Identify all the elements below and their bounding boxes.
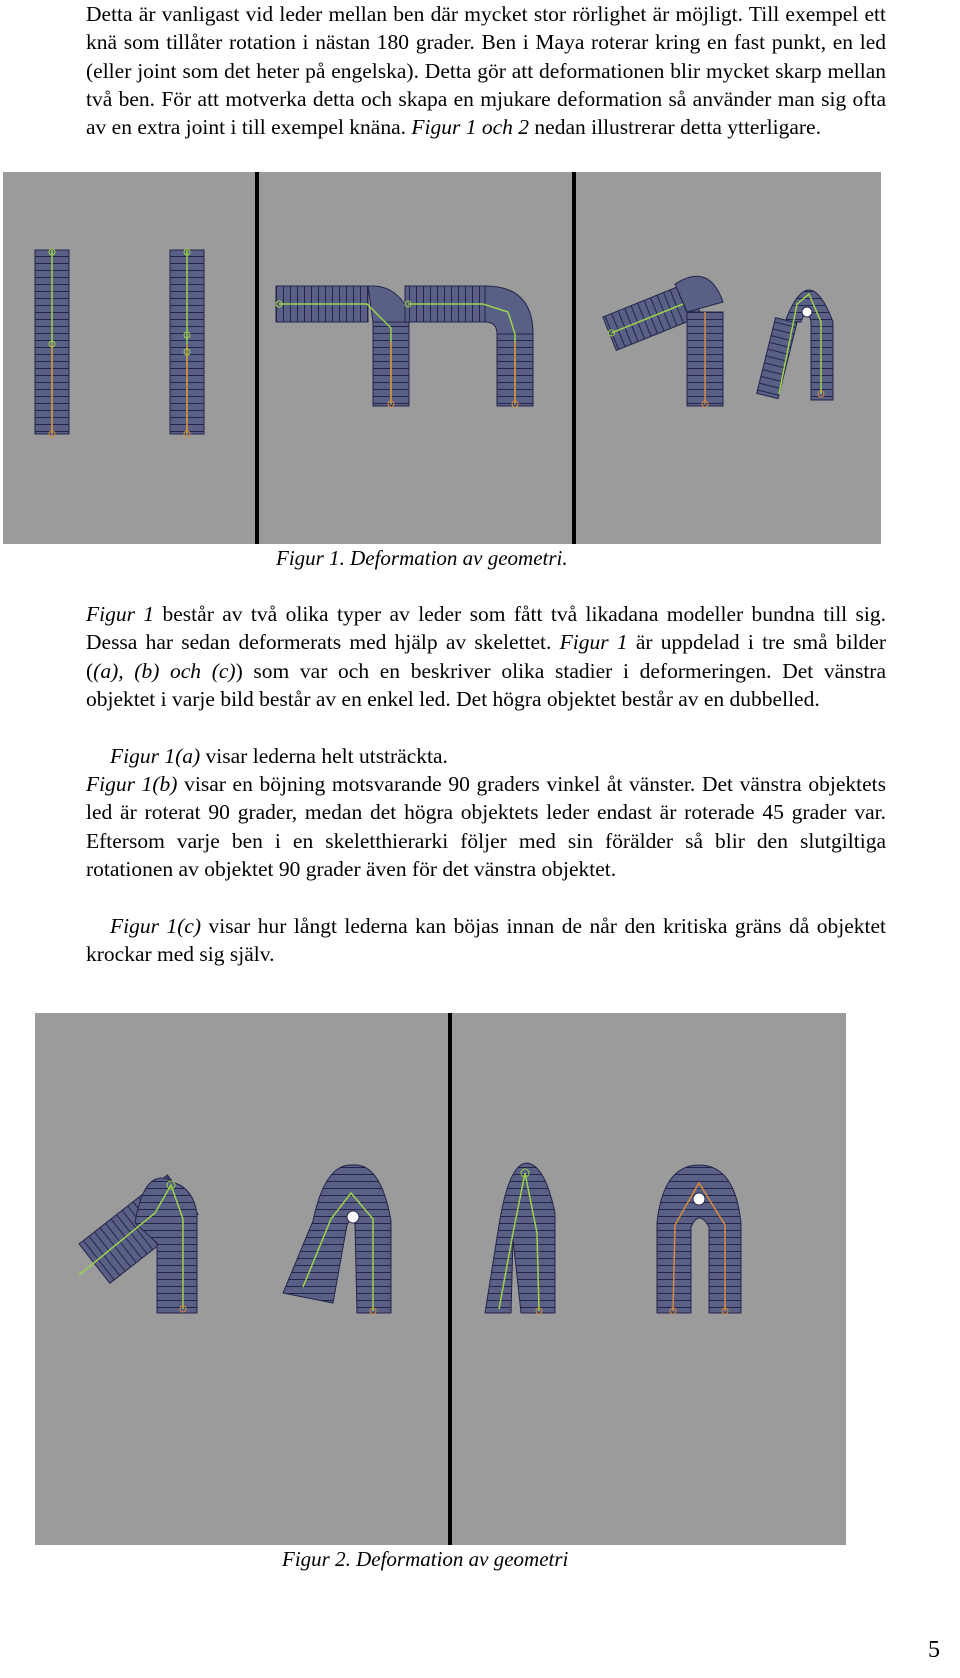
figure-1-caption: Figur 1. Deformation av geometri.	[276, 546, 568, 570]
body-text: visar hur långt lederna kan böjas innan de når den kritiska gräns då objektet krockar med sig själv.	[86, 914, 886, 967]
figure-reference: Figur 1	[559, 630, 628, 655]
figure-reference: Figur 1	[86, 602, 155, 626]
body-text: är uppdelad i tre små bilder (	[86, 630, 886, 683]
body-text: visar lederna helt utsträckta.	[200, 744, 448, 768]
page-number: 5	[928, 1637, 940, 1663]
mesh-double-joint-deformed-b	[657, 1165, 741, 1314]
figure-2-meshes	[35, 1013, 846, 1545]
body-text: visar en böjning motsvarande 90 graders vinkel åt vänster. Det vänstra objektets led är roterat 90 grader, medan det högra objektets leder endast är roterade 45 grader var. Eftersom varje ben i en skeletthierarki följer med sin förälder så blir den slutgiltiga rotationen av objektet 90 grader även för det vänstra objektet.	[86, 772, 886, 881]
mesh-double-joint-straight	[170, 249, 204, 437]
intro-text: Detta är vanligast vid leder mellan ben där mycket stor rörlighet är möjligt. Till exempel ett knä som tillåter rotation i nästan 180 grader. Ben i Maya roterar kring en fast punkt, en led (eller joint som det heter på engelska). Detta gör att deformationen blir mycket skarp mellan två ben. För att motverka detta och skapa en mjukare deformation så använder man sig ofta av en extra joint i till exempel knäna.	[86, 2, 886, 140]
body-text: består av två olika typer av leder som fått två likadana modeller bundna till sig. Dessa har sedan deformerats med hjälp av skelettet.	[86, 602, 886, 655]
intro-text-end: nedan illustrerar detta ytterligare.	[529, 115, 821, 140]
figure-1-image	[3, 172, 881, 544]
mesh-single-joint-deformed-b	[485, 1163, 555, 1314]
figure-reference: Figur 1(a)	[110, 744, 201, 768]
body-paragraph-2	[86, 742, 886, 770]
mesh-double-joint-bent-max	[757, 290, 833, 400]
figure-reference: (a), (b) och (c)	[93, 658, 236, 683]
figure-reference: Figur 1(b)	[86, 772, 178, 796]
mesh-single-joint-straight	[35, 249, 69, 437]
mesh-double-joint-deformed-a	[283, 1165, 391, 1314]
figure-reference: Figur 1 och 2	[411, 115, 530, 140]
mesh-double-joint-bent-90	[405, 286, 533, 407]
body-text: ) som var och en beskriver olika stadier i deformeringen. Det vänstra objektet i varje bild består av en enkel led. Det högra objektet består av en dubbelled.	[86, 658, 886, 711]
intro-paragraph	[86, 0, 886, 141]
mesh-single-joint-bent-90	[276, 286, 409, 407]
figure-2-image	[35, 1013, 846, 1545]
figure-reference: Figur 1(c)	[110, 914, 202, 938]
figure-1-meshes	[3, 172, 881, 544]
figure-2-caption: Figur 2. Deformation av geometri	[282, 1547, 569, 1571]
mesh-single-joint-deformed-a	[79, 1175, 198, 1313]
mesh-single-joint-bent-max	[602, 276, 723, 407]
body-paragraph-1	[86, 600, 886, 713]
body-paragraph-3	[86, 770, 886, 883]
body-paragraph-4	[86, 912, 886, 969]
